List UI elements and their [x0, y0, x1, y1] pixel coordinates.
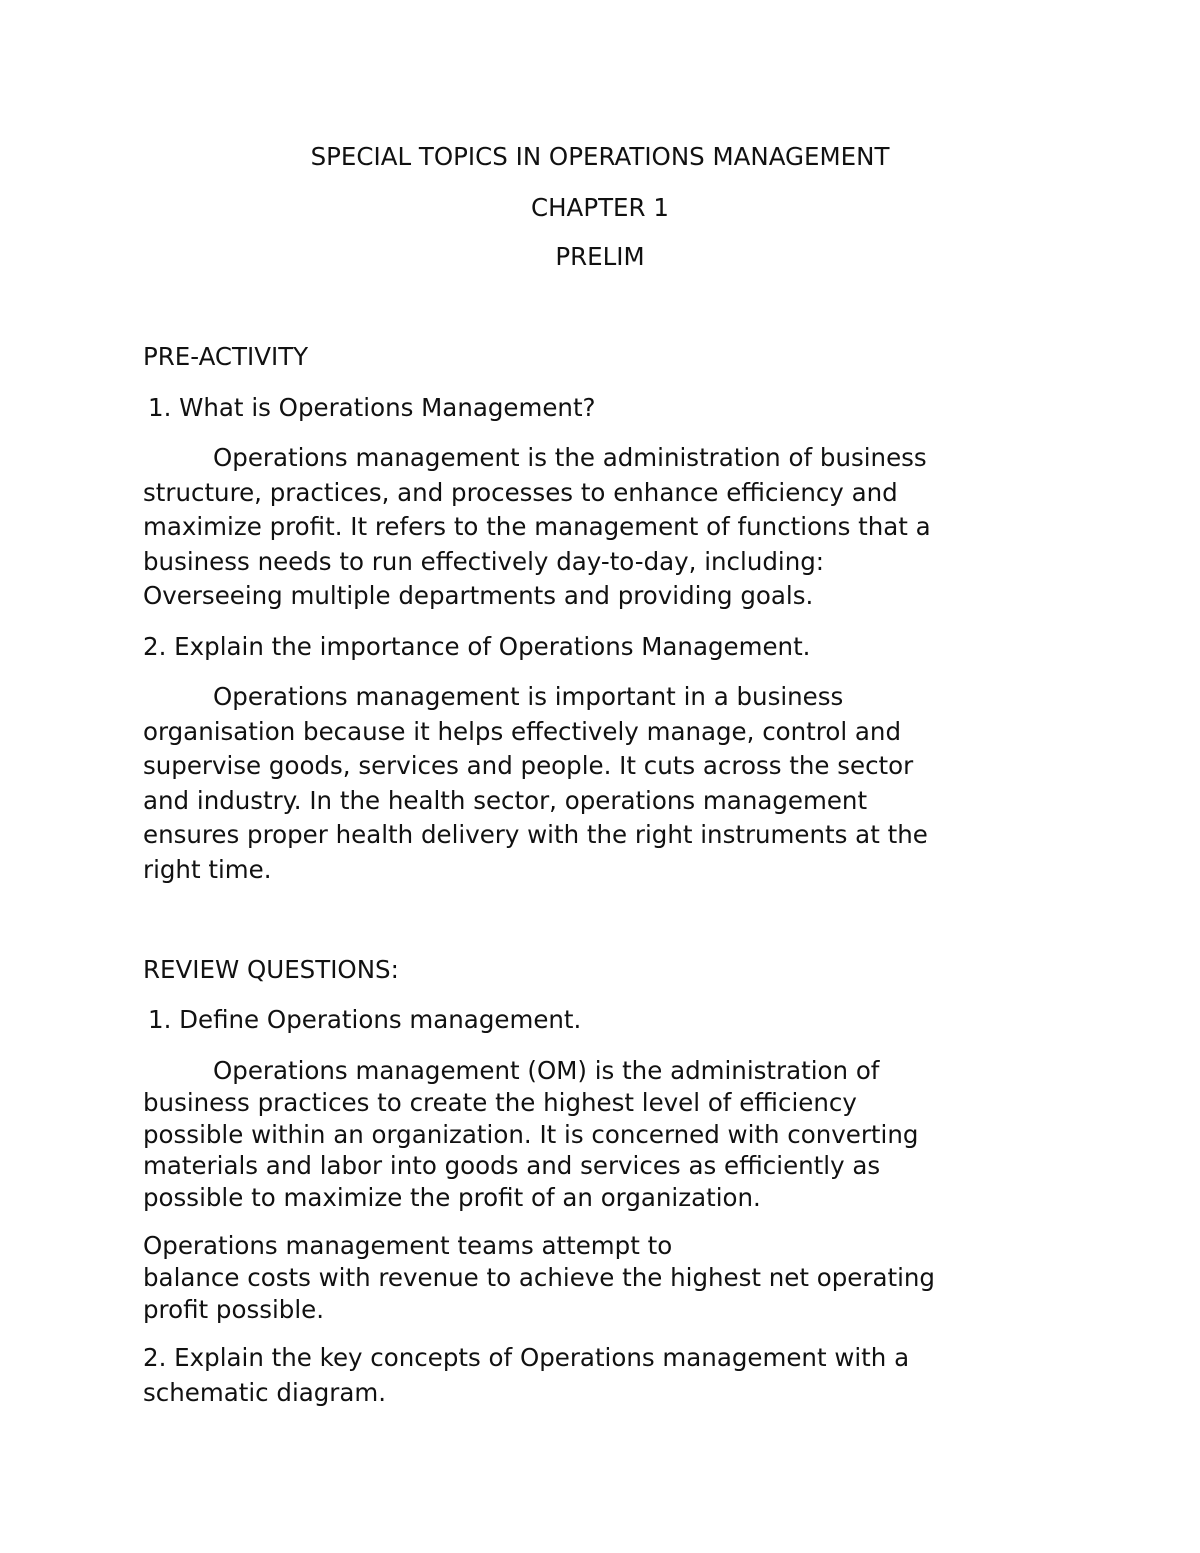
answer-line: Operations management is the administration of business: [213, 443, 927, 472]
pre-activity-answer-2: [143, 680, 1043, 888]
document-title: SPECIAL TOPICS IN OPERATIONS MANAGEMENT: [310, 142, 890, 171]
answer-line: structure, practices, and processes to enhance efficiency and: [143, 477, 898, 507]
answer-line: ensures proper health delivery with the right instruments at the: [143, 820, 928, 850]
answer-line: business practices to create the highest level of efficiency: [143, 1087, 857, 1117]
answer-line: possible within an organization. It is concerned with converting: [143, 1119, 919, 1149]
answer-line: organisation because it helps effectively manage, control and: [143, 716, 902, 746]
answer-line: materials and labor into goods and services as efficiently as: [143, 1151, 881, 1181]
answer-line: supervise goods, services and people. It cuts across the sector: [143, 751, 914, 781]
review-questions-heading: REVIEW QUESTIONS:: [143, 955, 399, 984]
term-label: PRELIM: [555, 242, 645, 271]
pre-activity-heading: PRE-ACTIVITY: [143, 342, 309, 371]
answer-line: business needs to run effectively day-to-day, including:: [143, 546, 825, 576]
answer-line: profit possible.: [143, 1295, 324, 1324]
pre-activity-question-2: 2. Explain the importance of Operations Management.: [143, 632, 811, 661]
review-answer-1-extra: [143, 1230, 1043, 1326]
answer-line: possible to maximize the profit of an organization.: [143, 1183, 761, 1213]
answer-line: Operations management teams attempt to: [143, 1231, 673, 1260]
answer-line: maximize profit. It refers to the management of functions that a: [143, 512, 931, 542]
answer-line: and industry. In the health sector, operations management: [143, 785, 868, 815]
answer-line: right time.: [143, 854, 272, 884]
review-answer-1: [143, 1055, 1043, 1214]
pre-activity-answer-1: [143, 441, 1043, 614]
answer-line: Operations management is important in a business: [213, 682, 844, 711]
answer-line: Operations management (OM) is the administration of: [213, 1056, 880, 1085]
pre-activity-question-1: 1. What is Operations Management?: [148, 393, 596, 422]
question-line: 2. Explain the key concepts of Operations management with a: [143, 1343, 910, 1372]
answer-line: Overseeing multiple departments and providing goals.: [143, 581, 814, 611]
review-question-2: [143, 1341, 1043, 1410]
answer-line: balance costs with revenue to achieve the highest net operating: [143, 1263, 935, 1292]
question-line: schematic diagram.: [143, 1377, 387, 1407]
review-question-1: 1. Define Operations management.: [148, 1005, 582, 1034]
chapter-label: CHAPTER 1: [531, 193, 669, 222]
